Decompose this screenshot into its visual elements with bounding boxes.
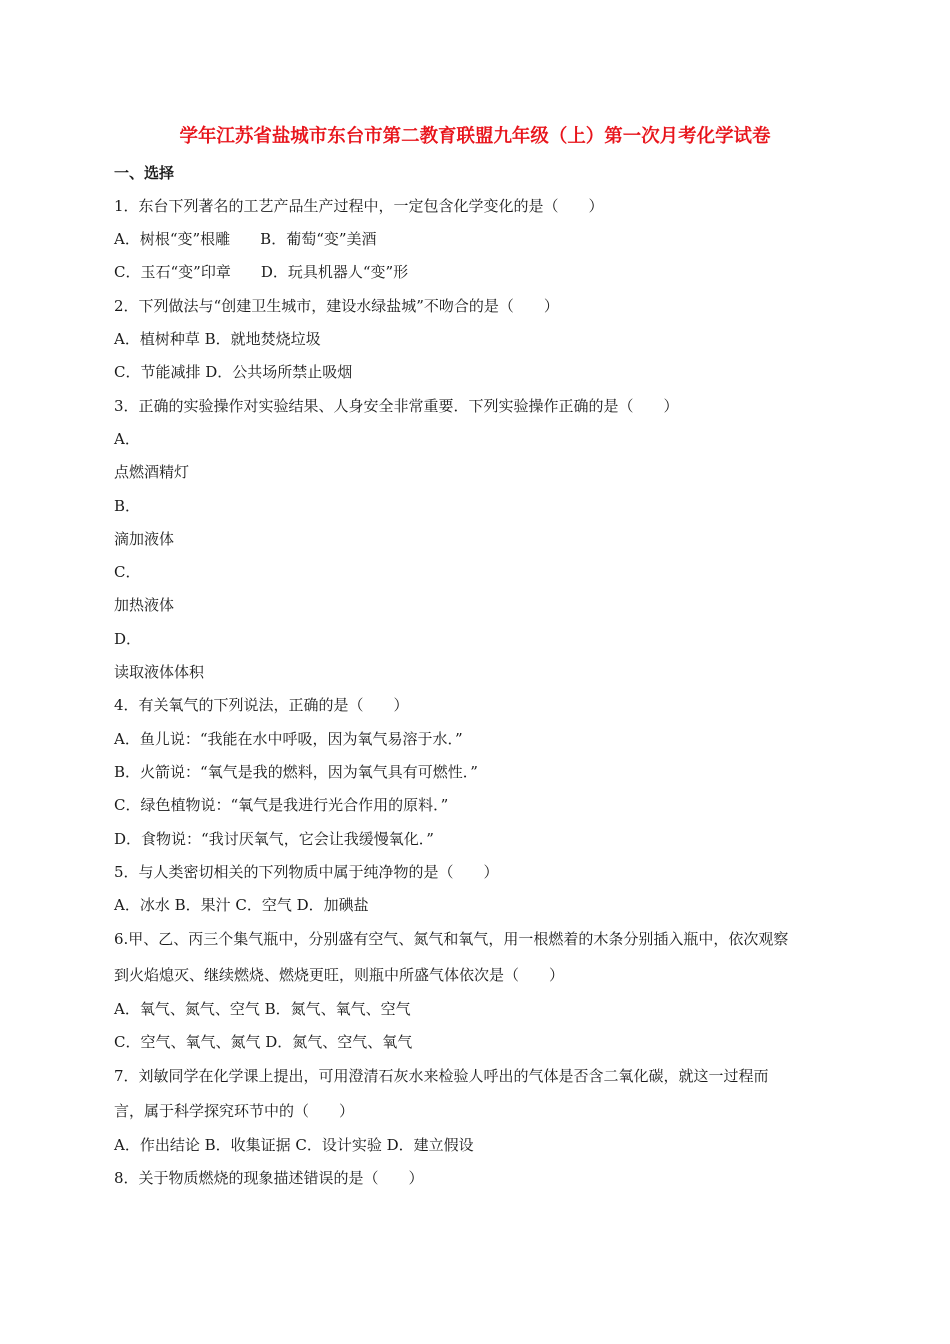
q3-option-c-caption: 加热液体: [114, 596, 175, 614]
q4-option-c: C．绿色植物说：“氧气是我进行光合作用的原料．”: [114, 796, 449, 814]
q4-option-a: A．鱼儿说：“我能在水中呼吸，因为氧气易溶于水．”: [114, 730, 463, 748]
question-3: 3．正确的实验操作对实验结果、人身安全非常重要．下列实验操作正确的是（ ）: [114, 397, 679, 415]
q3-option-a: A．: [114, 430, 140, 448]
q3-option-a-caption: 点燃酒精灯: [114, 463, 190, 481]
q4-option-d: D．食物说：“我讨厌氧气，它会让我缓慢氧化．”: [114, 830, 434, 848]
q3-option-d-caption: 读取液体体积: [114, 663, 205, 681]
q6-options-cd: C．空气、氧气、氮气 D．氮气、空气、氧气: [114, 1033, 413, 1051]
question-6-line-1: 6.甲、乙、丙三个集气瓶中，分别盛有空气、氮气和氧气，用一根燃着的木条分别插入瓶中，依次观察: [114, 930, 789, 948]
question-5: 5．与人类密切相关的下列物质中属于纯净物的是（ ）: [114, 863, 499, 881]
q5-options: A．冰水 B．果汁 C．空气 D．加碘盐: [114, 896, 369, 914]
question-7-line-2: 言，属于科学探究环节中的（ ）: [114, 1102, 355, 1120]
q4-option-b: B．火箭说：“氧气是我的燃料，因为氧气具有可燃性．”: [114, 763, 478, 781]
question-1: 1．东台下列著名的工艺产品生产过程中，一定包含化学变化的是（ ）: [114, 197, 604, 215]
q3-option-b-caption: 滴加液体: [114, 530, 175, 548]
q7-options: A．作出结论 B．收集证据 C．设计实验 D．建立假设: [114, 1136, 474, 1154]
q2-options-ab: A．植树种草 B．就地焚烧垃圾: [114, 330, 321, 348]
question-7-line-1: 7．刘敏同学在化学课上提出，可用澄清石灰水来检验人呼出的气体是否含二氧化碳，就这一过程而: [114, 1067, 769, 1085]
q3-option-c: C．: [114, 563, 141, 581]
question-8: 8．关于物质燃烧的现象描述错误的是（ ）: [114, 1169, 424, 1187]
question-4: 4．有关氧气的下列说法，正确的是（ ）: [114, 696, 409, 714]
section-heading: 一、选择: [114, 164, 175, 182]
q3-option-d: D．: [114, 630, 142, 648]
q3-option-b: B．: [114, 497, 141, 515]
page-title: 学年江苏省盐城市东台市第二教育联盟九年级（上）第一次月考化学试卷: [179, 126, 771, 147]
question-2: 2．下列做法与“创建卫生城市，建设水绿盐城”不吻合的是（ ）: [114, 297, 559, 315]
q2-options-cd: C．节能减排 D．公共场所禁止吸烟: [114, 363, 353, 381]
q6-options-ab: A．氧气、氮气、空气 B．氮气、氧气、空气: [114, 1000, 411, 1018]
q1-options-cd: C．玉石“变”印章 D．玩具机器人“变”形: [114, 263, 409, 281]
q1-options-ab: A．树根“变”根雕 B．葡萄“变”美酒: [114, 230, 377, 248]
question-6-line-2: 到火焰熄灭、继续燃烧、燃烧更旺，则瓶中所盛气体依次是（ ）: [114, 966, 565, 984]
